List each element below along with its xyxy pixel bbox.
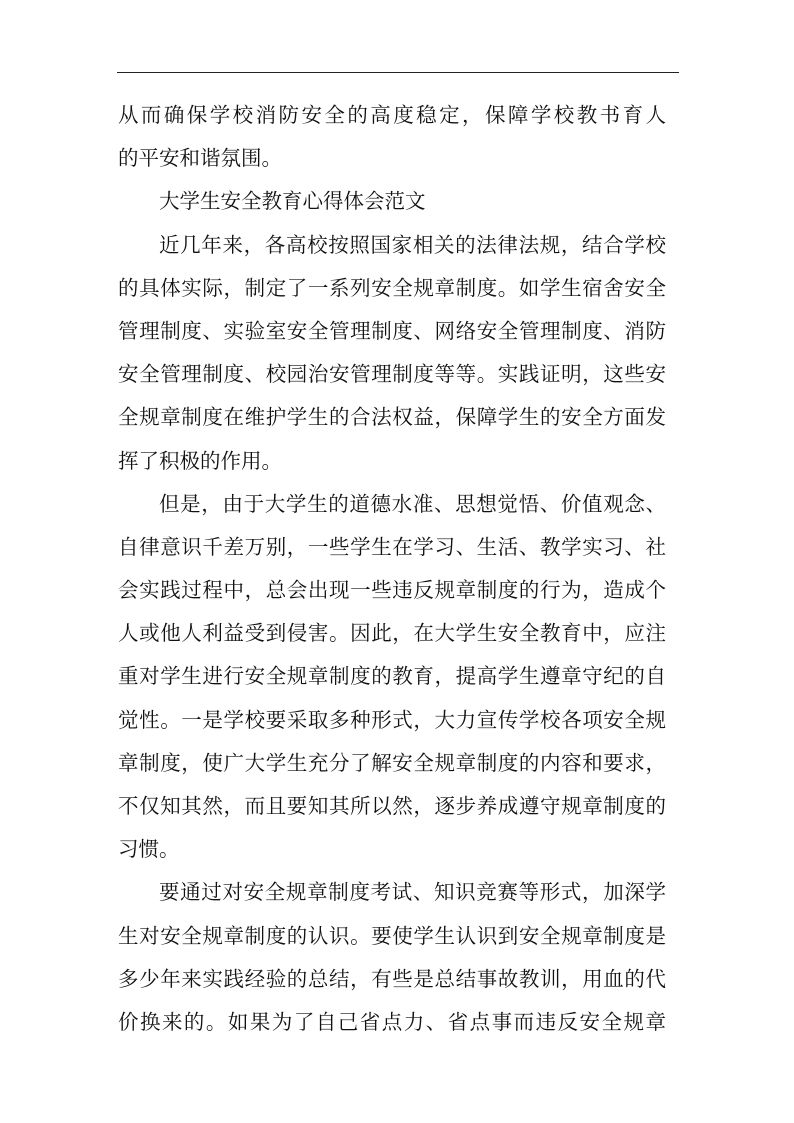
paragraph-line: 安全管理制度、校园治安管理制度等等。实践证明，这些安	[118, 362, 666, 387]
paragraph-line: 习惯。	[118, 837, 180, 862]
paragraph-line: 全规章制度在维护学生的合法权益，保障学生的安全方面发	[118, 405, 666, 430]
paragraph-line: 的具体实际，制定了一系列安全规章制度。如学生宿舍安全	[118, 275, 666, 300]
paragraph-line: 管理制度、实验室安全管理制度、网络安全管理制度、消防	[118, 318, 666, 343]
paragraph-line: 的平安和谐氛围。	[118, 146, 282, 171]
paragraph-line: 近几年来，各高校按照国家相关的法律法规，结合学校	[159, 232, 666, 257]
paragraph-line: 自律意识千差万别，一些学生在学习、生活、教学实习、社	[118, 534, 666, 559]
paragraph-line: 不仅知其然，而且要知其所以然，逐步养成遵守规章制度的	[118, 794, 666, 818]
paragraph-line: 但是，由于大学生的道德水准、思想觉悟、价值观念、	[159, 491, 666, 516]
header-rule	[117, 72, 679, 73]
paragraph-line: 要通过对安全规章制度考试、知识竞赛等形式，加深学	[159, 880, 666, 905]
paragraph-line: 会实践过程中，总会出现一些违反规章制度的行为，造成个	[118, 578, 666, 603]
paragraph-line: 多少年来实践经验的总结，有些是总结事故教训，用血的代	[118, 966, 666, 991]
section-title: 大学生安全教育心得体会范文	[159, 189, 426, 214]
paragraph-line: 人或他人利益受到侵害。因此，在大学生安全教育中，应注	[118, 621, 666, 646]
paragraph-line: 章制度，使广大学生充分了解安全规章制度的内容和要求，	[118, 750, 666, 775]
paragraph-line: 重对学生进行安全规章制度的教育，提高学生遵章守纪的自	[118, 664, 666, 689]
paragraph-line: 价换来的。如果为了自己省点力、省点事而违反安全规章	[118, 1009, 666, 1034]
paragraph-line: 觉性。一是学校要采取多种形式，大力宣传学校各项安全规	[118, 707, 666, 732]
paragraph-line: 生对安全规章制度的认识。要使学生认识到安全规章制度是	[118, 923, 666, 948]
paragraph-line: 挥了积极的作用。	[118, 448, 282, 473]
document-body	[118, 94, 666, 1044]
paragraph-line: 从而确保学校消防安全的高度稳定，保障学校教书育人	[118, 103, 666, 127]
